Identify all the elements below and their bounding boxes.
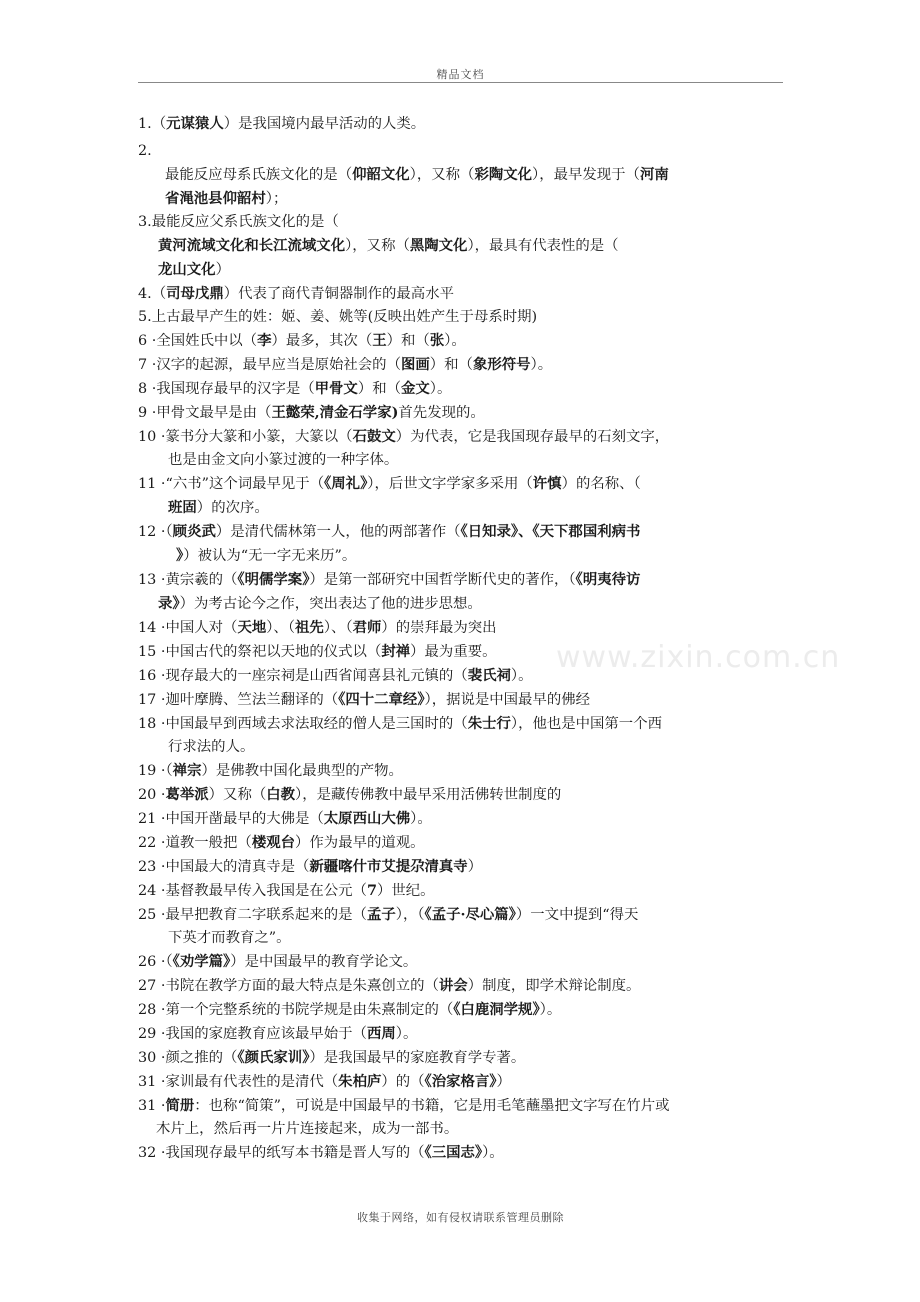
item-number: 12 · xyxy=(138,524,166,540)
answer: 象形符号 xyxy=(472,356,531,373)
answer: 《周礼》 xyxy=(324,475,368,492)
list-item: 31 ·家训最有代表性的是清代（朱柏庐）的（《治家格言》） xyxy=(138,1073,511,1090)
list-item: 16 ·现存最大的一座宗祠是山西省闻喜县礼元镇的（裴氏祠）。 xyxy=(138,667,533,684)
list-item: 27 ·书院在教学方面的最大特点是朱熹创立的（讲会）制度，即学术辩论制度。 xyxy=(138,977,641,994)
page-footer: 收集于网络，如有侵权请联系管理员删除 xyxy=(357,1211,564,1224)
item-number: 14 · xyxy=(138,620,166,636)
item-number: 10 · xyxy=(138,429,166,445)
item-number: 31 · xyxy=(138,1074,166,1090)
list-item: 26 ·（《劝学篇》）是中国最早的教育学论文。 xyxy=(138,953,418,970)
list-item: 32 ·我国现存最早的纸写本书籍是晋人写的（《三国志》）。 xyxy=(138,1144,504,1161)
answer: 《孟子·尽心篇》 xyxy=(424,906,516,923)
list-item: 1.（元谋猿人）是我国境内最早活动的人类。 xyxy=(138,115,426,132)
list-item: 28 ·第一个完整系统的书院学规是由朱熹制定的（《白鹿洞学规》）。 xyxy=(138,1001,562,1018)
list-item: 31 ·简册：也称“简策”，可说是中国最早的书籍，它是用毛笔蘸墨把文字写在竹片或 木片上，然后再一片片连接起来，成为一部书。 xyxy=(138,1097,670,1137)
answer: 王懿荣,清金石学家) xyxy=(271,404,399,421)
list-item: 13 ·黄宗羲的（《明儒学案》）是第一部研究中国哲学断代史的著作，（《明夷待访 录》）为考古论今之作，突出表达了他的进步思想。 xyxy=(138,571,641,612)
answer: 《三国志》 xyxy=(424,1144,483,1161)
answer: 朱柏庐 xyxy=(338,1073,382,1090)
item-number: 17 · xyxy=(138,692,166,708)
item-number: 9 · xyxy=(138,405,157,421)
item-number: 1. xyxy=(138,116,152,132)
answer: 君师 xyxy=(352,619,382,636)
item-number: 16 · xyxy=(138,668,166,684)
list-item: 22 ·道教一般把（楼观台）作为最早的道观。 xyxy=(138,834,425,851)
list-item: 4.（司母戊鼎）代表了商代青铜器制作的最高水平 xyxy=(138,285,454,302)
answer: 简册 xyxy=(165,1097,195,1114)
answer: 《白鹿洞学规》 xyxy=(453,1001,540,1018)
answer: 《明夷待访 xyxy=(575,571,641,588)
item-number: 30 · xyxy=(138,1050,166,1066)
answer: 图画 xyxy=(400,356,430,373)
page-header: 精品文档 xyxy=(436,68,485,81)
answer: 7 xyxy=(366,882,377,899)
item-number: 24 · xyxy=(138,883,166,899)
item-number: 28 · xyxy=(138,1002,166,1018)
answer: 《治家格言》 xyxy=(424,1073,497,1090)
answer: 元谋猿人 xyxy=(166,115,224,132)
item-number: 21 · xyxy=(138,811,166,827)
list-item: 17 ·迦叶摩腾、竺法兰翻译的（《四十二章经》），据说是中国最早的佛经 xyxy=(138,691,591,708)
answer: 《明儒学案》 xyxy=(237,571,310,588)
document-body xyxy=(138,112,788,1165)
answer: 金文 xyxy=(401,380,430,397)
answer: 裴氏祠 xyxy=(467,667,511,684)
answer: 河南 xyxy=(639,166,669,183)
list-item: 21 ·中国开凿最早的大佛是（太原西山大佛）。 xyxy=(138,810,432,827)
list-item: 7 ·汉字的起源，最早应当是原始社会的（图画）和（象形符号）。 xyxy=(138,356,553,373)
answer: 《颜氏家训》 xyxy=(237,1049,310,1066)
answer: 西周 xyxy=(366,1025,396,1042)
list-item: 23 ·中国最大的清真寺是（新疆喀什市艾提尕清真寺） xyxy=(138,858,483,875)
answer: 《劝学篇》 xyxy=(172,953,231,970)
item-number: 3. xyxy=(138,214,152,230)
item-number: 8 · xyxy=(138,381,157,397)
answer: 朱士行 xyxy=(467,715,511,732)
answer: 顾炎武 xyxy=(172,523,216,540)
answer: 讲会 xyxy=(438,977,468,994)
answer: 太原西山大佛 xyxy=(323,810,411,827)
item-number: 11 · xyxy=(138,476,166,492)
list-item: 12 ·（顾炎武）是清代儒林第一人，他的两部著作（《日知录》、《天下郡国利病书 》）被认为“无一字无来历”。 xyxy=(138,523,641,564)
list-item: 18 ·中国最早到西域去求法取经的僧人是三国时的（朱士行），他也是中国第一个西 行求法的人。 xyxy=(138,715,662,755)
answer: 甲骨文 xyxy=(314,380,358,397)
item-number: 32 · xyxy=(138,1145,166,1161)
list-item: 6 ·全国姓氏中以（李）最多，其次（王）和（张）。 xyxy=(138,332,466,349)
list-item: 8 ·我国现存最早的汉字是（甲骨文）和（金文）。 xyxy=(138,380,452,397)
answer: 黑陶文化 xyxy=(409,237,468,254)
item-number: 25 · xyxy=(138,907,166,923)
answer: 许慎 xyxy=(532,475,562,492)
list-item: 5.上古最早产生的姓：姬、姜、姚等(反映出姓产生于母系时期) xyxy=(138,309,538,325)
answer: 楼观台 xyxy=(251,834,296,851)
answer: 黄河流域文化和长江流域文化 xyxy=(158,237,346,254)
item-number: 31 · xyxy=(138,1098,166,1114)
list-item: 25 ·最早把教育二字联系起来的是（孟子），（《孟子·尽心篇》）一文中提到“得天 下英才而教育之”。 xyxy=(138,906,639,946)
answer: 李 xyxy=(257,332,272,349)
item-number: 6 · xyxy=(138,333,157,349)
item-number: 5. xyxy=(138,309,152,325)
item-number: 29 · xyxy=(138,1026,166,1042)
answer: 葛举派 xyxy=(165,786,209,803)
item-number: 23 · xyxy=(138,859,166,875)
answer: 王 xyxy=(372,332,387,349)
answer: 彩陶文化 xyxy=(474,166,533,183)
list-item: 20 ·葛举派）又称（白教），是藏传佛教中最早采用活佛转世制度的 xyxy=(138,786,562,803)
answer: 》 xyxy=(176,547,184,564)
list-item: 19 ·（禅宗）是佛教中国化最典型的产物。 xyxy=(138,762,403,779)
answer: 仰韶文化 xyxy=(352,166,410,183)
answer: 《日知录》、《天下郡国利病书 xyxy=(460,523,641,540)
item-number: 13 · xyxy=(138,572,166,588)
answer: 《四十二章经》 xyxy=(338,691,425,708)
item-number: 7 · xyxy=(138,357,157,373)
list-item: 10 ·篆书分大篆和小篆，大篆以（石鼓文）为代表，它是我国现存最早的石刻文字， 也是由金文向小篆过渡的一种字体。 xyxy=(138,428,670,468)
item-number: 4. xyxy=(138,286,152,302)
item-number: 20 · xyxy=(138,787,166,803)
answer: 录》 xyxy=(158,595,180,612)
list-item: 30 ·颜之推的（《颜氏家训》）是我国最早的家庭教育学专著。 xyxy=(138,1049,526,1066)
list-item: 2. 最能反应母系氏族文化的是（仰韶文化），又称（彩陶文化），最早发现于（河南 省渑池县仰韶村）； xyxy=(138,143,669,207)
answer: 石鼓文 xyxy=(352,428,396,445)
answer: 张 xyxy=(429,332,445,349)
item-number: 27 · xyxy=(138,978,166,994)
header-divider xyxy=(138,82,783,83)
item-number: 18 · xyxy=(138,716,166,732)
answer: 省渑池县仰韶村 xyxy=(165,190,266,207)
list-item: 29 ·我国的家庭教育应该最早始于（西周）。 xyxy=(138,1025,418,1042)
answer: 班固 xyxy=(168,499,197,516)
item-number: 15 · xyxy=(138,644,166,660)
answer: 封禅 xyxy=(381,643,411,660)
answer: 天地 xyxy=(237,619,267,636)
answer: 新疆喀什市艾提尕清真寺 xyxy=(309,858,468,875)
answer: 祖先 xyxy=(295,619,324,636)
list-item: 14 ·中国人对（天地）、（祖先）、（君师）的崇拜最为突出 xyxy=(138,619,497,636)
list-item: 15 ·中国古代的祭祀以天地的仪式以（封禅）最为重要。 xyxy=(138,643,497,660)
item-number: 26 · xyxy=(138,954,166,970)
answer: 禅宗 xyxy=(172,762,202,779)
answer: 白教 xyxy=(266,786,296,803)
list-item: 3.最能反应父系氏族文化的是（ 黄河流域文化和长江流域文化），又称（黑陶文化），最具有代表性的是（ 龙山文化） xyxy=(138,214,619,278)
answer: 孟子 xyxy=(366,906,396,923)
list-item: 24 ·基督教最早传入我国是在公元（7）世纪。 xyxy=(138,882,435,899)
watermark: www.zixin.com.cn xyxy=(556,640,841,675)
list-item: 9 ·甲骨文最早是由（王懿荣,清金石学家)首先发现的。 xyxy=(138,404,485,421)
list-item: 11 ·“六书”这个词最早见于（《周礼》），后世文字学家多采用（许慎）的名称、（ 班固）的次序。 xyxy=(138,475,641,516)
item-number: 22 · xyxy=(138,835,166,851)
item-number: 19 · xyxy=(138,763,166,779)
answer: 龙山文化 xyxy=(158,261,216,278)
answer: 司母戊鼎 xyxy=(166,285,224,302)
item-number: 2. xyxy=(138,143,152,159)
